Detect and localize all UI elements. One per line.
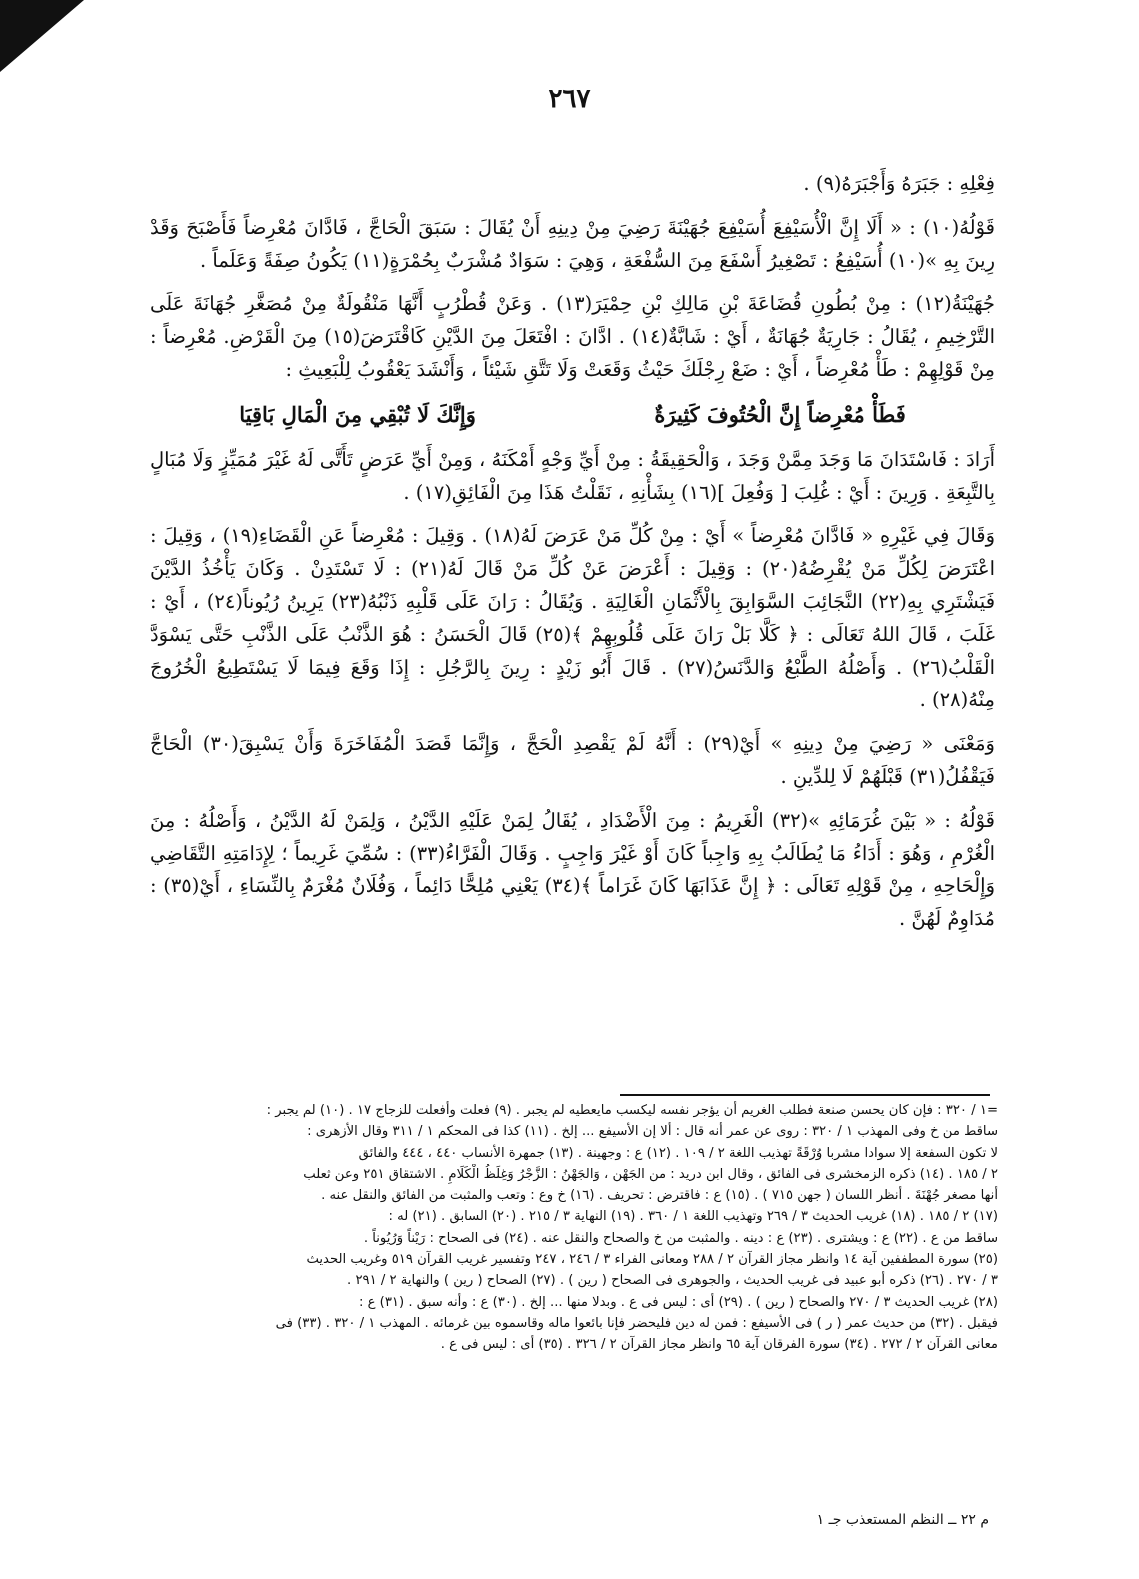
printer-signature: م ٢٢ ــ النظم المستعذب جـ ١ (816, 1512, 989, 1528)
page-corner-mark (0, 0, 84, 72)
paragraph: قَوْلُهُ(١٠) : « أَلَا إِنَّ الْأُسَيْفِعَ أُسَيْفِعَ جُهَيْنَةَ رَضِيَ مِنْ دِينِهِ أَنْ يُقَالَ : سَبَقَ الْحَاجَّ ، فَادَّانَ مُعْرِضاً فَأَصْبَحَ وَقَدْ رِينَ بِهِ »(١٠) أُسَيْفِعُ : تَصْغِيرُ أَسْفَعَ مِنَ السُّفْعَةِ ، وَهِيَ : سَوَادٌ مُشْرَبٌ بِحُمْرَةٍ(١١) يَكُونُ صِفَةً وَعَلَماً . (150, 215, 995, 272)
footnote-divider (620, 1094, 990, 1096)
page-number: ٢٦٧ (548, 84, 591, 114)
verse-first-hemistich: فَطَأْ مُعْرِضاً إِنَّ الْحُتُوفَ كَثِيرَةٌ (654, 401, 906, 427)
main-text (150, 168, 995, 947)
footnote-line: (٢٥) سورة المطففين آية ١٤ وانظر مجاز القرآن ٢ / ٢٨٨ ومعانى الفراء ٣ / ٢٤٦ ، ٢٤٧ وتفسير غريب القرآن ٥١٩ وغريب الحديث (306, 1252, 998, 1268)
footnote-line: لا تكون السفعة إلا سوادا مشربا وُرْقَةً تهذيب اللغة ٢ / ١٠٩ . (١٢) ع : وجهينة . (١٣) جمهرة الأنساب ٤٤٠ ، ٤٤٤ والفائق (358, 1145, 998, 1161)
footnote-line: =١ / ٣٢٠ : فإن كان يحسن صنعة فطلب الغريم أن يؤجر نفسه ليكسب مايعطيه لم يجبر . (٩) فعلت وأفعلت للزجاج ١٧ . (١٠) لم يجبر : (266, 1103, 998, 1118)
footnote-line: (٢٨) غريب الحديث ٣ / ٢٧٠ والصحاح ( رين ) . (٢٩) أى : ليس فى ع . وبدلا منها ... إلخ . (٣٠) ع : وأنه سبق . (٣١) ع : (358, 1294, 998, 1310)
paragraph: قَوْلُهُ : « بَيْنَ غُرَمَائِهِ »(٣٢) الْغَرِيمُ : مِنَ الْأَضْدَادِ ، يُقَالُ لِمَنْ عَلَيْهِ الدَّيْنُ ، وَلِمَنْ لَهُ الدَّيْنُ ، وَأَصْلُهُ : مِنَ الْغُرْمِ ، وَهُوَ : أَدَاءُ مَا يُطَالَبُ بِهِ وَاجِباً كَانَ أَوْ غَيْرَ وَاجِبٍ . وَقَالَ الْفَرَّاءُ(٣٣) : سُمِّيَ غَرِيماً ؛ لِإِدَامَتِهِ التَّقَاضِي وَإِلْحَاحِهِ ، مِنْ قَوْلِهِ تَعَالَى : ﴿ إِنَّ عَذَابَهَا كَانَ غَرَاماً ﴾(٣٤) يَعْنِي مُلِحًّا دَائِماً ، وَفُلَانٌ مُغْرَمٌ بِالنِّسَاءِ ، أَيْ(٣٥) : مُدَاوِمٌ لَهُنَّ . (150, 808, 995, 931)
footnote-line: ٢ / ١٨٥ . (١٤) ذكره الزمخشرى فى الفائق ، وقال ابن دريد : من الجَهْن ، وَالجَهْنُ : الزَّجْرُ وَغِلَظُ الْكَلَامِ . الاشتقاق ٢٥١ وعن ثعلب (303, 1166, 998, 1182)
paragraph: فِعْلِهِ : جَبَرَهُ وَأَجْبَرَهُ(٩) . (803, 172, 995, 195)
footnote-line: ساقط من ع . (٢٢) ع : ويشترى . (٢٣) ع : دينه . والمثبت من خ والصحاح والنقل عنه . (٢٤) فى الصحاح : رَيْناً وَرُيُوناً . (363, 1230, 998, 1246)
footnote-line: ساقط من خ وفى المهذب ١ / ٣٢٠ : روى عن عمر أنه قال : ألا إن الأسيفع ... إلخ . (١١) كذا فى المحكم ١ / ٣١١ وقال الأزهرى : (307, 1124, 998, 1140)
footnote-line: فيقبل . (٣٢) من حديث عمر ( ر ) فى الأسيفع : فمن له دين فليحضر فإنا بائعوا ماله وقاسموه بين غرمائه . المهذب ١ / ٣٢٠ . (٣٣) فى (275, 1315, 998, 1331)
footnote-line: معانى القرآن ٢ / ٢٧٢ . (٣٤) سورة الفرقان آية ٦٥ وانظر مجاز القرآن ٢ / ٣٢٦ . (٣٥) أى : ليس فى ع . (440, 1337, 998, 1353)
paragraph: جُهَيْنَةُ(١٢) : مِنْ بُطُونِ قُضَاعَةَ بْنِ مَالِكِ بْنِ حِمْيَرَ(١٣) . وَعَنْ قُطْرُبٍ أَنَّهَا مَنْقُولَةٌ مِنْ مُصَغَّرِ جُهَانَةَ عَلَى التَّرْخِيمِ ، يُقَالُ : جَارِيَةٌ جُهَانَةٌ ، أَيْ : شَابَّةٌ(١٤) . ادَّانَ : افْتَعَلَ مِنَ الدَّيْنِ كَاقْتَرَضَ(١٥) مِنَ الْقَرْضِ. مُعْرِضاً : مِنْ قَوْلِهِمْ : طَأْ مُعْرِضاً ، أَيْ : ضَعْ رِجْلَكَ حَيْثُ وَقَعَتْ وَلَا تَتَّقِ شَيْئاً ، وَأَنْشَدَ يَعْقُوبُ لِلْبَعِيثِ : (150, 292, 995, 381)
footnote-line: أنها مصغر جُهْنَةَ . أنظر اللسان ( جهن ٧١٥ ) . (١٥) ع : فاقترض : تحريف . (١٦) خ وع : وتعب والمثبت من الفائق والنقل عنه . (321, 1188, 998, 1204)
paragraph: وَمَعْنَى « رَضِيَ مِنْ دِينِهِ » أَيْ(٢٩) : أَنَّهُ لَمْ يَقْصِدِ الْحَجَّ ، وَإِنَّمَا قَصَدَ الْمُفَاخَرَةَ وَأَنْ يَسْبِقَ(٣٠) الْحَاجَّ فَيَقْفُلُ(٣١) قَبْلَهُمْ لَا لِلدِّينِ . (150, 732, 995, 788)
footnote-line: (١٧) ٢ / ١٨٥ . (١٨) غريب الحديث ٣ / ٢٦٩ وتهذيب اللغة ١ / ٣٦٠ . (١٩) النهاية ٣ / ٢١٥ . (٢٠) السابق . (٢١) له : (388, 1209, 998, 1225)
paragraph: أَرَادَ : فَاسْتَدَانَ مَا وَجَدَ مِمَّنْ وَجَدَ ، وَالْحَقِيقَةُ : مِنْ أَيِّ وَجْهٍ أَمْكَنَهُ ، وَمِنْ أَيِّ عَرَضٍ تَأَتَّى لَهُ غَيْرَ مُمَيِّزٍ وَلَا مُبَالٍ بِالتَّبِعَةِ . وَرِينَ : أَيْ : غُلِبَ [ وَفُعِلَ ](١٦) بِشَأْنِهِ ، نَقَلْتُ هَذَا مِنَ الْفَائِقِ(١٧) . (150, 447, 995, 504)
footnotes (148, 1100, 998, 1356)
verse-second-hemistich: وَإِنَّكَ لَا تُبْقِي مِنَ الْمَالِ بَاقِيَا (239, 401, 476, 427)
poetry-verse (150, 398, 995, 432)
footnote-line: ٣ / ٢٧٠ . (٢٦) ذكره أبو عبيد فى غريب الحديث ، والجوهرى فى الصحاح ( رين ) . (٢٧) الصحاح ( رين ) والنهاية ٢ / ٢٩١ . (347, 1273, 998, 1289)
paragraph: وَقَالَ فِي غَيْرِهِ « فَادَّانَ مُعْرِضاً » أَيْ : مِنْ كُلِّ مَنْ عَرَضَ لَهُ(١٨) . وَقِيلَ : مُعْرِضاً عَنِ الْقَضَاءِ(١٩) ، وَقِيلَ : اعْتَرَضَ لِكُلِّ مَنْ يُقْرِضُهُ(٢٠) : وَقِيلَ : أَعْرَضَ عَنْ كُلِّ مَنْ قَالَ لَهُ(٢١) : لَا تَسْتَدِنْ . وَكَانَ يَأْخُذُ الدَّيْنَ فَيَشْتَرِي بِهِ(٢٢) النَّجَائِبَ السَّوَابِقَ بِالْأَثْمَانِ الْغَالِيَةِ . وَيُقَالُ : رَانَ عَلَى قَلْبِهِ ذَنْبُهُ(٢٣) يَرِينُ رُيُوناً(٢٤) ، أَيْ : غَلَبَ ، قَالَ اللهُ تَعَالَى : ﴿ كَلَّا بَلْ رَانَ عَلَى قُلُوبِهِمْ ﴾(٢٥) قَالَ الْحَسَنُ : هُوَ الذَّنْبُ عَلَى الذَّنْبِ حَتَّى يَسْوَدَّ الْقَلْبُ(٢٦) . وَأَصْلُهُ الطَّبْعُ وَالدَّنَسُ(٢٧) . قَالَ أَبُو زَيْدٍ : رِينَ بِالرَّجُلِ : إِذَا وَقَعَ فِيمَا لَا يَسْتَطِيعُ الْخُرُوجَ مِنْهُ(٢٨) . (150, 524, 996, 712)
